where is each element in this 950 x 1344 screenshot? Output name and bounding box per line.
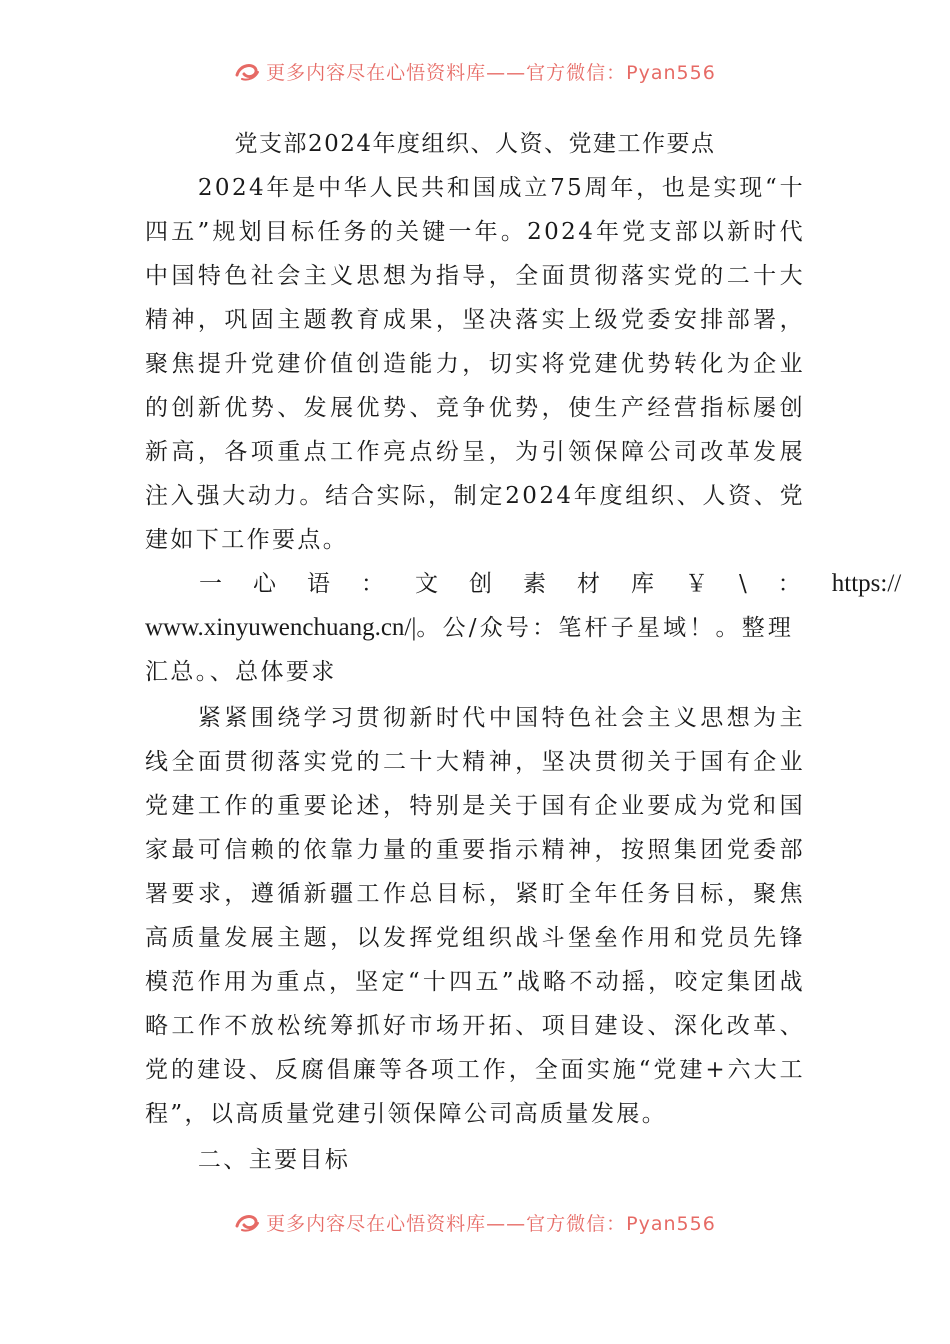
watermark-url-part1[interactable]: https:// — [831, 570, 902, 597]
watermark-line-2 — [145, 606, 805, 650]
banner-text: 更多内容尽在心悟资料库——官方微信：Pyan556 — [266, 61, 716, 84]
watermark-block — [145, 562, 902, 694]
section-heading-main-goals: 二、主要目标 — [197, 1147, 351, 1173]
header-watermark-banner — [0, 56, 950, 86]
document-body — [145, 122, 902, 1182]
overall-requirements-paragraph: 紧紧围绕学习贯彻新时代中国特色社会主义思想为主线全面贯彻落实党的二十大精神，坚决贯彻关于国有企业党建工作的重要论述，特别是关于国有企业要成为党和国家最可信赖的依靠力量的重要指示精神，按照集团党委部署要求，遵循新疆工作总目标，紧盯全年任务目标，聚焦高质量发展主题，以发挥党组织战斗堡垒作用和党员先锋模范作用为重点，坚定“十四五”战略不动摇，咬定集团战略工作不放松统筹抓好市场开拓、项目建设、深化改革、党的建设、反腐倡廉等各项工作，全面实施“党建+六大工程”，以高质量党建引领保障公司高质量发展。 — [145, 705, 805, 1127]
watermark-url-part2[interactable]: www.xinyuwenchuang.cn/| — [145, 614, 417, 641]
red-swirl-logo-icon — [234, 60, 260, 82]
red-swirl-logo-icon — [234, 1211, 260, 1233]
document-title: 党支部2024年度组织、人资、党建工作要点 — [234, 131, 716, 157]
watermark-line-3: 汇总。、总体要求 — [145, 659, 337, 685]
banner-text: 更多内容尽在心悟资料库——官方微信：Pyan556 — [266, 1212, 716, 1235]
watermark-label: 一心语：文创素材库￥\： — [199, 571, 832, 597]
footer-watermark-banner — [0, 1207, 950, 1237]
watermark-account-text: 。公/众号：笔杆子星域！。整理 — [416, 615, 795, 641]
watermark-line-1 — [145, 562, 902, 606]
intro-paragraph: 2024年是中华人民共和国成立75周年，也是实现“十四五”规划目标任务的关键一年。2024年党支部以新时代中国特色社会主义思想为指导，全面贯彻落实党的二十大精神，巩固主题教育成果，坚决落实上级党委安排部署，聚焦提升党建价值创造能力，切实将党建优势转化为企业的创新优势、发展优势、竞争优势，使生产经营指标屡创新高，各项重点工作亮点纷呈，为引领保障公司改革发展注入强大动力。结合实际，制定2024年度组织、人资、党建如下工作要点。 — [145, 175, 805, 553]
